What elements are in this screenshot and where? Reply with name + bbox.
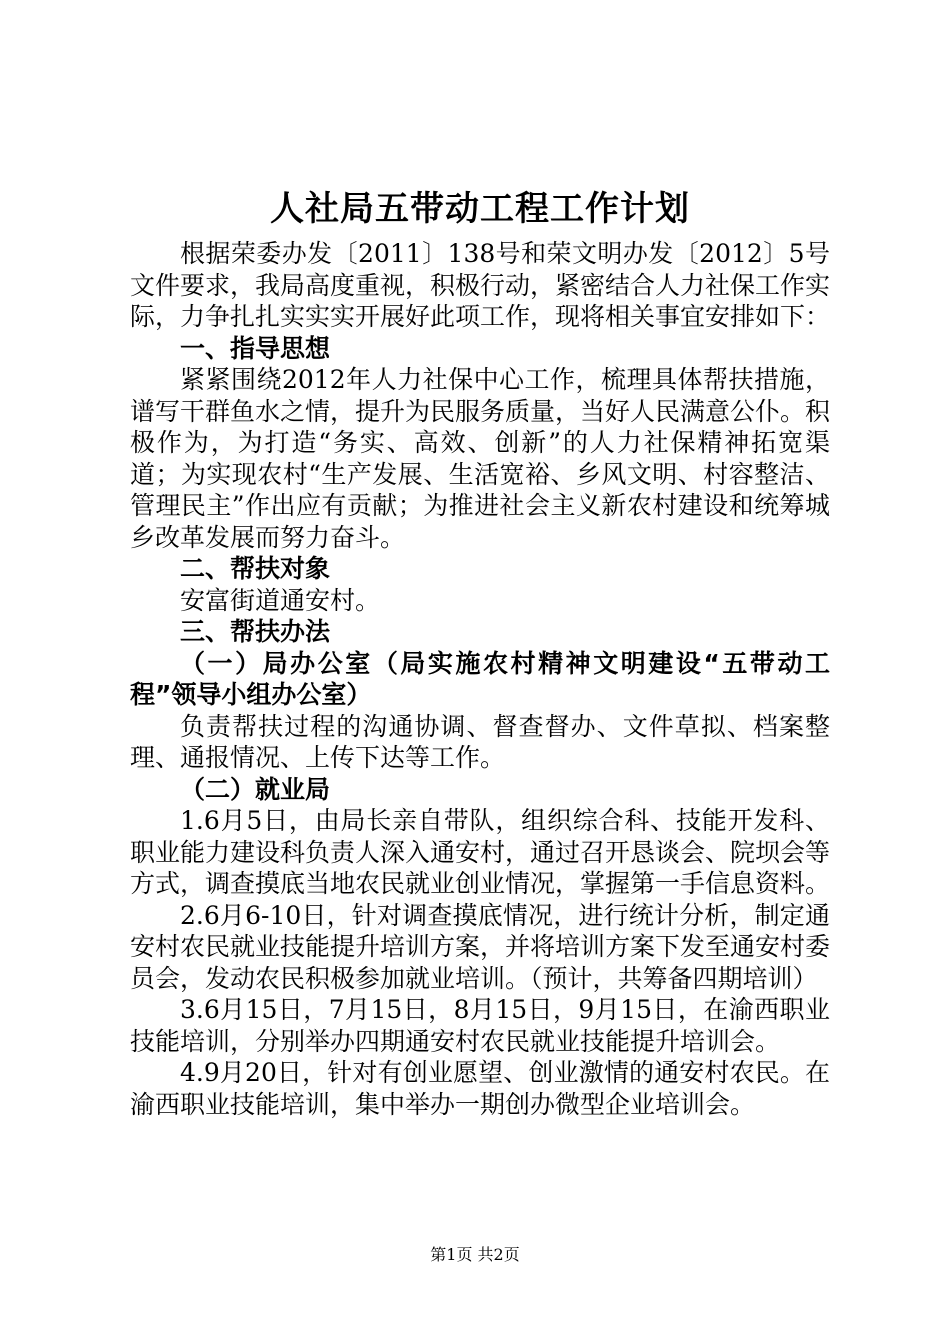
document-title: 人社局五带动工程工作计划	[270, 189, 690, 229]
plan-item-1: 1.6月5日，由局长亲自带队，组织综合科、技能开发科、职业能力建设科负责人深入通安村，通过召开恳谈会、院坝会等方式，调查摸底当地农民就业创业情况，掌握第一手信息资料。	[130, 806, 831, 898]
section-heading-assistance-target: 二、帮扶对象	[180, 554, 331, 583]
section-heading-assistance-method: 三、帮扶办法	[180, 617, 331, 646]
subsection-heading-office: （一）局办公室（局实施农村精神文明建设“五带动工程”领导小组办公室）	[130, 648, 830, 709]
page-footer: 第1页 共2页	[430, 1245, 520, 1264]
guiding-thought-paragraph: 紧紧围绕2012年人力社保中心工作，梳理具体帮扶措施，谱写干群鱼水之情，提升为民服务质量，当好人民满意公仆。积极作为，为打造“务实、高效、创新”的人力社保精神拓宽渠道；为实现农村“生产发展、生活宽裕、乡风文明、村容整洁、管理民主”作出应有贡献；为推进社会主义新农村建设和统筹城乡改革发展而努力奋斗。	[130, 365, 831, 552]
office-duty-paragraph: 负责帮扶过程的沟通协调、督查督办、文件草拟、档案整理、通报情况、上传下达等工作。	[130, 711, 830, 772]
document-page	[130, 180, 830, 1120]
plan-item-2: 2.6月6-10日，针对调查摸底情况，进行统计分析，制定通安村农民就业技能提升培训方案，并将培训方案下发至通安村委员会，发动农民积极参加就业培训。（预计，共筹备四期培训）	[130, 900, 831, 993]
subsection-heading-employment-bureau: （二）就业局	[180, 774, 331, 804]
section-heading-guiding-thought: 一、指导思想	[180, 333, 331, 363]
intro-paragraph: 根据荣委办发〔2011〕138号和荣文明办发〔2012〕5号文件要求，我局高度重视，积极行动，紧密结合人力社保工作实际，力争扎扎实实实开展好此项工作，现将相关事宜安排如下：	[130, 239, 831, 331]
plan-item-4: 4.9月20日，针对有创业愿望、创业激情的通安村农民。在渝西职业技能培训，集中举办一期创办微型企业培训会。	[130, 1058, 830, 1119]
plan-item-3: 3.6月15日，7月15日，8月15日，9月15日，在渝西职业技能培训，分别举办四期通安村农民就业技能提升培训会。	[130, 995, 830, 1056]
assistance-target-paragraph: 安富街道通安村。	[180, 585, 381, 615]
